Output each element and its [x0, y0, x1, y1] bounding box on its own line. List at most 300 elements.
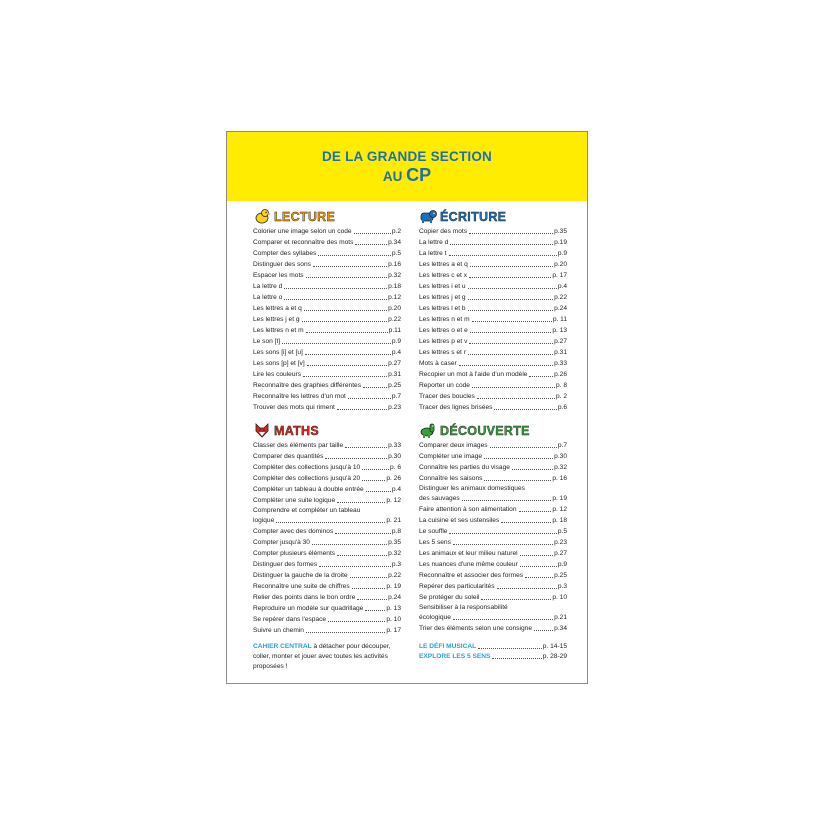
toc-entry [253, 226, 401, 237]
entry-page: p. 8 [556, 382, 567, 389]
banner-prefix: AU [382, 169, 403, 184]
dot-leader [302, 321, 388, 322]
entry-page: p.9 [391, 338, 401, 345]
toc-entry [253, 237, 401, 248]
cahier-central-note [253, 642, 401, 672]
entry-title: Distinguer la gauche de la droite [253, 572, 348, 579]
toc-entry [253, 248, 401, 259]
toc-entry [253, 451, 401, 462]
dot-leader [470, 266, 553, 267]
toc-entry [419, 226, 567, 237]
entry-title: Reporter un code [419, 382, 470, 389]
entry-page: p.4 [391, 349, 401, 356]
entry-title: Trouver des mots qui riment [253, 404, 335, 411]
dot-leader [494, 409, 556, 410]
entry-title-line-1: Distinguer les animaux domestiques [419, 485, 525, 492]
entry-title: Mots à caser [419, 360, 457, 367]
heading-decouverte-text: DÉCOUVERTE [440, 424, 530, 438]
toc-entry [253, 292, 401, 303]
toc-entry [419, 248, 567, 259]
toc-entry [419, 559, 567, 570]
dot-leader [337, 502, 385, 503]
entry-title: Copier des mots [419, 228, 468, 235]
banner-line-2 [227, 165, 587, 187]
dot-leader [306, 632, 385, 633]
entry-title: Espacer les mots [253, 272, 304, 279]
dinosaur-icon [419, 422, 437, 438]
entry-title: Reconnaître des graphies différentes [253, 382, 362, 389]
entry-title: Les nuances d'une même couleur [419, 561, 518, 568]
toc-entry [419, 303, 567, 314]
dot-leader [472, 321, 552, 322]
entry-page: p.16 [388, 261, 401, 268]
dot-leader [472, 387, 555, 388]
dot-leader [468, 310, 554, 311]
toc-entry [253, 548, 401, 559]
dot-leader [497, 588, 557, 589]
entry-title-line-1: Sensibiliser à la responsabilité [419, 604, 508, 611]
dot-leader [462, 500, 552, 501]
dot-leader [501, 522, 551, 523]
section-lecture [253, 207, 401, 413]
toc-entry [419, 623, 567, 634]
dot-leader [303, 376, 387, 377]
toc-entry [419, 526, 567, 537]
entry-page: p.35 [554, 228, 567, 235]
toc-entry [419, 380, 567, 391]
extra-entry [419, 652, 567, 662]
dog-icon [419, 208, 437, 224]
dot-leader [520, 555, 554, 556]
entry-title: Comparer et reconnaître des mots [253, 239, 354, 246]
banner-level: CP [406, 165, 432, 185]
decouverte-list [419, 440, 567, 634]
entry-page: p. 13 [386, 605, 401, 612]
entry-title: Distinguer des formes [253, 561, 318, 568]
entry-page: p. 17 [386, 627, 401, 634]
entry-page: p.23 [388, 404, 401, 411]
toc-entry [253, 484, 401, 495]
entry-title: Repérer des particularités [419, 583, 495, 590]
entry-page: p.24 [554, 305, 567, 312]
entry-title: Les animaux et leur milieu naturel [419, 550, 518, 557]
toc-entry [419, 592, 567, 603]
dot-leader [525, 577, 553, 578]
dot-leader [284, 288, 387, 289]
entry-title: Les sons [p] et [v] [253, 360, 305, 367]
toc-entry [253, 402, 401, 413]
entry-page: p.4 [557, 283, 567, 290]
toc-entry [419, 515, 567, 526]
banner-line-1: DE LA GRANDE SECTION [321, 149, 492, 164]
dot-leader [484, 480, 551, 481]
toc-entry [253, 537, 401, 548]
toc-entry [253, 614, 401, 625]
entry-page: p. 21 [386, 517, 401, 524]
entry-title: La lettre d [419, 239, 449, 246]
toc-entry [419, 369, 567, 380]
dot-leader [453, 544, 553, 545]
entry-page: p.3 [557, 583, 567, 590]
toc-entry [419, 603, 567, 623]
dot-leader [459, 365, 553, 366]
heading-maths [253, 421, 401, 438]
entry-page: p.12 [388, 294, 401, 301]
toc-entry [419, 484, 567, 504]
toc-entry [253, 358, 401, 369]
entry-page: p. 18 [552, 517, 567, 524]
entry-title: Suivre un chemin [253, 627, 304, 634]
entry-title: Compter jusqu'à 30 [253, 539, 310, 546]
entry-page: p. 16 [552, 475, 567, 482]
toc-entry [253, 625, 401, 636]
toc-entry [419, 347, 567, 358]
entry-page: p. 10 [552, 594, 567, 601]
entry-page: p. 10 [386, 616, 401, 623]
decouverte-extras [419, 642, 567, 662]
toc-entry [419, 358, 567, 369]
toc-entry [253, 592, 401, 603]
toc-entry [419, 281, 567, 292]
entry-title: Reproduire un modèle sur quadrillage [253, 605, 364, 612]
dot-leader [512, 469, 553, 470]
entry-page: p. 11 [552, 316, 567, 323]
entry-page: p.3 [391, 561, 401, 568]
dot-leader [362, 480, 385, 481]
extra-entry [419, 642, 567, 652]
entry-title: Les lettres a et q [419, 261, 468, 268]
entry-page: p.8 [391, 528, 401, 535]
extra-entry-title: EXPLORE LES 5 SENS [419, 653, 491, 660]
entry-page: p. 13 [552, 327, 567, 334]
dot-leader [282, 343, 391, 344]
toc-entry [253, 391, 401, 402]
entry-page: p.35 [388, 539, 401, 546]
entry-page: p. 2 [556, 393, 567, 400]
dot-leader [520, 566, 557, 567]
toc-entry [419, 237, 567, 248]
entry-title: Les sons [i] et [u] [253, 349, 303, 356]
dot-leader [337, 555, 387, 556]
toc-entry [419, 581, 567, 592]
toc-entry [253, 336, 401, 347]
entry-title-line-2: écologique [419, 614, 451, 621]
dot-leader [468, 288, 557, 289]
entry-page: p.20 [554, 261, 567, 268]
fox-icon [253, 422, 271, 438]
entry-page: p.5 [391, 250, 401, 257]
toc-entry [419, 270, 567, 281]
dot-leader [362, 469, 389, 470]
entry-title: Compléter des collections jusqu'à 10 [253, 464, 361, 471]
toc-entry [419, 473, 567, 484]
dot-leader [534, 630, 553, 631]
entry-page: p.9 [557, 250, 567, 257]
dot-leader [366, 491, 391, 492]
dot-leader [337, 409, 387, 410]
entry-page: p. 17 [552, 272, 567, 279]
entry-title: Les lettres p et v [419, 338, 468, 345]
entry-title: La lettre o [253, 294, 283, 301]
dot-leader [469, 233, 553, 234]
entry-page: p. 19 [552, 495, 567, 502]
toc-entry [253, 440, 401, 451]
entry-page: p.27 [554, 550, 567, 557]
dot-leader [348, 398, 391, 399]
entry-page: p.34 [554, 625, 567, 632]
entry-title: Le son [t] [253, 338, 281, 345]
dot-leader [449, 255, 557, 256]
toc-entry [253, 603, 401, 614]
dot-leader [490, 447, 557, 448]
entry-page: p. 6 [390, 464, 401, 471]
heading-maths-text: MATHS [274, 424, 320, 438]
entry-page: p. 26 [386, 475, 401, 482]
entry-page: p.25 [388, 382, 401, 389]
dot-leader [529, 376, 553, 377]
toc-entry [253, 473, 401, 484]
toc-entry [419, 402, 567, 413]
entry-page: p.34 [388, 239, 401, 246]
section-maths [253, 421, 401, 672]
dot-leader [468, 354, 553, 355]
entry-second-line [419, 493, 567, 504]
entry-title: Connaître les parties du visage [419, 464, 510, 471]
dot-leader [307, 365, 387, 366]
dot-leader [469, 277, 551, 278]
entry-page: p.19 [554, 239, 567, 246]
dot-leader [478, 648, 542, 649]
entry-title: Recopier un mot à l'aide d'un modèle [419, 371, 528, 378]
dot-leader [350, 577, 388, 578]
dot-leader [492, 658, 541, 659]
entry-title: Compléter un tableau à double entrée [253, 486, 364, 493]
entry-page: p.6 [557, 404, 567, 411]
toc-entry [419, 325, 567, 336]
entry-title: Compter avec des dominos [253, 528, 334, 535]
toc-entry [419, 259, 567, 270]
toc-entry [253, 581, 401, 592]
heading-lecture-text: LECTURE [274, 210, 336, 224]
extra-entry-page: p. 14-15 [542, 643, 567, 650]
entry-title: Les lettres i et u [419, 283, 466, 290]
entry-title: Les 5 sens [419, 539, 451, 546]
entry-page: p.27 [554, 338, 567, 345]
dot-leader [519, 511, 552, 512]
entry-page: p.18 [388, 283, 401, 290]
entry-title: Reconnaître et associer des formes [419, 572, 524, 579]
entry-page: p.23 [554, 539, 567, 546]
toc-entry [419, 391, 567, 402]
entry-page: p.22 [388, 572, 401, 579]
entry-page: p.25 [554, 572, 567, 579]
entry-page: p. 12 [386, 497, 401, 504]
entry-title: Compléter une suite logique [253, 497, 336, 504]
dot-leader [363, 387, 387, 388]
entry-title: Reconnaître une suite de chiffres [253, 583, 350, 590]
dot-leader [365, 610, 385, 611]
entry-title-line-2: des sauvages [419, 495, 460, 502]
entry-title: Les lettres j et g [253, 316, 300, 323]
entry-page: p. 19 [386, 583, 401, 590]
dot-leader [355, 244, 387, 245]
ecriture-list [419, 226, 567, 413]
entry-page: p.11 [388, 327, 401, 334]
entry-page: p.30 [388, 453, 401, 460]
entry-page: p.7 [391, 393, 401, 400]
entry-page: p.22 [554, 294, 567, 301]
toc-entry [419, 292, 567, 303]
toc-entry [253, 495, 401, 506]
entry-page: p.22 [388, 316, 401, 323]
toc-entry [253, 281, 401, 292]
entry-title: Les lettres j et g [419, 294, 466, 301]
entry-title: Les lettres a et q [253, 305, 302, 312]
toc-entry [419, 336, 567, 347]
entry-title: Se repérer dans l'espace [253, 616, 327, 623]
entry-page: p.26 [554, 371, 567, 378]
entry-page: p.20 [388, 305, 401, 312]
entry-title: Relier des points dans le bon ordre [253, 594, 356, 601]
entry-title: Les lettres n et m [419, 316, 470, 323]
heading-lecture [253, 207, 401, 224]
entry-page: p.32 [554, 464, 567, 471]
toc-entry [253, 570, 401, 581]
entry-title: Compléter une image [419, 453, 483, 460]
toc-entry [253, 559, 401, 570]
entry-title: Comparer des quantités [253, 453, 324, 460]
extra-entry-page: p. 28-29 [542, 653, 567, 660]
heading-decouverte [419, 421, 567, 438]
entry-title: Les lettres c et x [419, 272, 468, 279]
entry-page: p.21 [554, 614, 567, 621]
toc-entry [253, 259, 401, 270]
toc-entry [253, 270, 401, 281]
entry-page: p. 12 [552, 506, 567, 513]
cahier-central-label: CAHIER CENTRAL [253, 643, 312, 650]
cahier-central-text: à détacher pour découper, coller, monter et jouer avec toutes les activités proposées ! [253, 643, 391, 670]
dot-leader [357, 599, 387, 600]
dot-leader [304, 310, 387, 311]
dot-leader [276, 522, 385, 523]
entry-title: La lettre d [253, 283, 283, 290]
toc-entry [419, 504, 567, 515]
section-ecriture [419, 207, 567, 413]
entry-page: p.33 [554, 360, 567, 367]
entry-page: p.32 [388, 550, 401, 557]
dot-leader [306, 277, 388, 278]
entry-second-line [253, 515, 401, 526]
dot-leader [335, 533, 391, 534]
dot-leader [305, 354, 391, 355]
dot-leader [354, 233, 391, 234]
entry-title: Connaître les saisons [419, 475, 483, 482]
toc-entry [253, 369, 401, 380]
entry-title: Les lettres n et m [253, 327, 304, 334]
entry-title: La cuisine et ses ustensiles [419, 517, 500, 524]
toc-entry [253, 303, 401, 314]
dot-leader [345, 447, 387, 448]
table-of-contents-page [226, 131, 588, 684]
entry-title: Trier des éléments selon une consigne [419, 625, 533, 632]
entry-page: p.9 [557, 561, 567, 568]
title-banner [227, 132, 587, 201]
toc-entry [253, 314, 401, 325]
toc-entry [253, 347, 401, 358]
toc-entry [419, 570, 567, 581]
entry-page: p.31 [554, 349, 567, 356]
entry-title: Tracer des boucles [419, 393, 475, 400]
entry-title: Compter des syllabes [253, 250, 317, 257]
lecture-list [253, 226, 401, 413]
heading-ecriture [419, 207, 567, 224]
section-decouverte [419, 421, 567, 662]
dot-leader [306, 332, 388, 333]
entry-title: Reconnaître les lettres d'un mot [253, 393, 346, 400]
entry-title: Comparer deux images [419, 442, 488, 449]
extra-entry-title: LE DÉFI MUSICAL [419, 643, 477, 650]
dot-leader [484, 458, 553, 459]
toc-entry [253, 462, 401, 473]
dot-leader [449, 533, 556, 534]
entry-title: Les lettres s et r [419, 349, 466, 356]
toc-entry [419, 451, 567, 462]
entry-page: p.33 [388, 442, 401, 449]
entry-title: Lire les couleurs [253, 371, 302, 378]
entry-title: Tracer des lignes brisées [419, 404, 493, 411]
toc-entry [419, 440, 567, 451]
entry-page: p.32 [388, 272, 401, 279]
dot-leader [325, 458, 387, 459]
dot-leader [318, 255, 390, 256]
entry-title: Se protéger du soleil [419, 594, 480, 601]
entry-page: p.7 [557, 442, 567, 449]
chick-icon [253, 208, 271, 224]
toc-entry [419, 462, 567, 473]
dot-leader [477, 398, 555, 399]
toc-entry [253, 526, 401, 537]
toc-entry [419, 548, 567, 559]
entry-page: p.5 [557, 528, 567, 535]
dot-leader [453, 619, 553, 620]
entry-page: p.2 [391, 228, 401, 235]
entry-title: Distinguer des sons [253, 261, 311, 268]
entry-title: Faire attention à son alimentation [419, 506, 517, 513]
dot-leader [284, 299, 387, 300]
left-column [253, 207, 401, 672]
entry-title: Compléter des collections jusqu'à 20 [253, 475, 361, 482]
dot-leader [328, 621, 385, 622]
dot-leader [312, 544, 387, 545]
dot-leader [468, 299, 554, 300]
entry-title: Classer des éléments par taille [253, 442, 344, 449]
entry-second-line [419, 612, 567, 623]
maths-list [253, 440, 401, 636]
toc-entry [419, 537, 567, 548]
entry-title: La lettre t [419, 250, 447, 257]
entry-page: p.4 [391, 486, 401, 493]
dot-leader [450, 244, 553, 245]
entry-page: p.24 [388, 594, 401, 601]
toc-entry [419, 314, 567, 325]
toc-entry [253, 325, 401, 336]
dot-leader [470, 332, 552, 333]
entry-page: p.27 [388, 360, 401, 367]
toc-entry [253, 380, 401, 391]
entry-page: p.30 [554, 453, 567, 460]
entry-page: p.31 [388, 371, 401, 378]
dot-leader [352, 588, 386, 589]
